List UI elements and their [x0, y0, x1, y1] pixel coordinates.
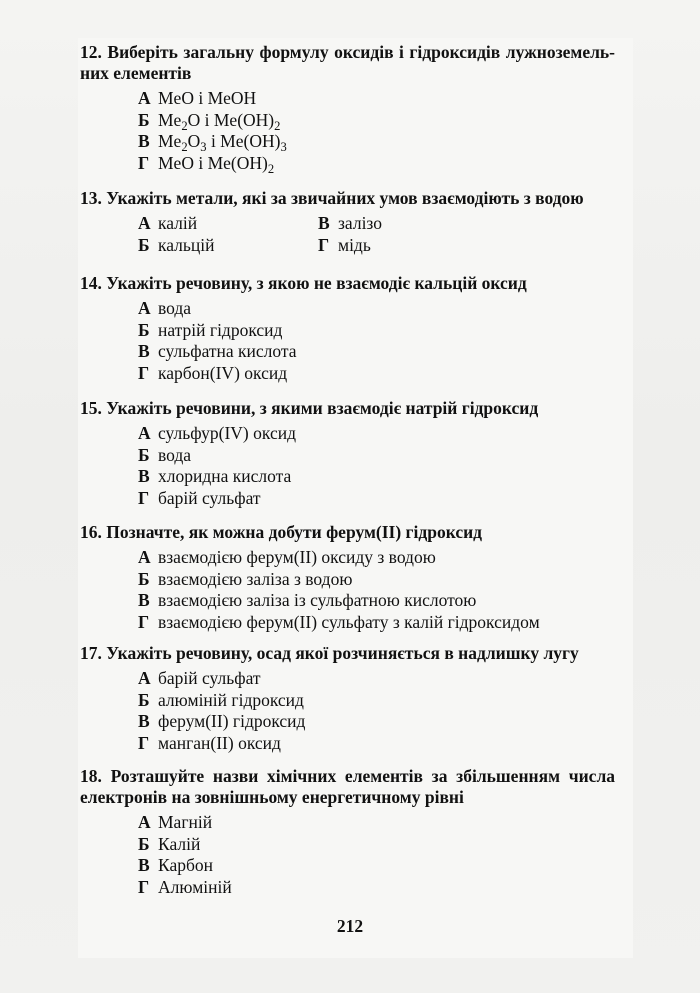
option-a: А сульфур(IV) оксид	[138, 423, 296, 443]
option-c: В ферум(II) гідроксид	[138, 711, 306, 731]
question-15	[80, 398, 615, 509]
question-16	[80, 522, 615, 633]
option-c: В $Me_2O_3$ і $Me(OH)_3$	[138, 131, 287, 154]
question-18-text	[80, 766, 615, 808]
option-c: В взаємодією заліза із сульфатною кислотою	[138, 590, 477, 610]
question-12-text	[80, 42, 615, 84]
question-15-text	[80, 398, 615, 419]
question-number: 12.	[80, 42, 102, 62]
question-14	[80, 273, 615, 384]
option-a: А калій	[138, 213, 198, 233]
question-13-text	[80, 188, 615, 209]
option-c: В Карбон	[138, 855, 213, 875]
question-18	[80, 766, 615, 898]
option-d: Г барій сульфат	[138, 487, 261, 508]
question-number: 13.	[80, 188, 102, 208]
option-b: Б Калій	[138, 833, 201, 854]
question-statement: Укажіть речовину, осад якої розчиняється в надлишку лугу	[106, 643, 579, 663]
option-b: Б взаємодією заліза з водою	[138, 568, 353, 589]
question-statement: Укажіть метали, які за звичайних умов взаємодіють з водою	[106, 188, 584, 208]
answer-options	[138, 547, 615, 633]
option-b: Б кальцій	[138, 234, 215, 255]
option-d: Г карбон(IV) оксид	[138, 362, 288, 383]
question-17-text	[80, 643, 615, 664]
option-a: А Магній	[138, 812, 213, 832]
question-statement: Виберіть загальну формулу оксидів і гідроксидів лужноземель-них елементів	[80, 42, 616, 83]
option-a: А вода	[138, 298, 192, 318]
option-b: Б алюміній гідроксид	[138, 689, 304, 710]
question-number: 15.	[80, 398, 102, 418]
option-a: А MeO і MeOH	[138, 88, 257, 108]
question-14-text	[80, 273, 615, 294]
answer-options	[138, 812, 615, 898]
option-d: Г мідь	[318, 234, 371, 255]
question-17	[80, 643, 615, 754]
question-statement: Розташуйте назви хімічних елементів за збільшенням числа електронів на зовнішньому енергетичному рівні	[80, 766, 616, 807]
question-number: 16.	[80, 522, 102, 542]
option-a: А взаємодією ферум(II) оксиду з водою	[138, 547, 436, 567]
question-12	[80, 42, 615, 174]
answer-options	[138, 298, 615, 384]
question-statement: Укажіть речовини, з якими взаємодіє натрій гідроксид	[106, 398, 539, 418]
option-d: Г взаємодією ферум(II) сульфату з калій гідроксидом	[138, 611, 540, 632]
question-statement: Позначте, як можна добути ферум(II) гідроксид	[106, 522, 483, 542]
question-13	[80, 188, 615, 256]
question-statement: Укажіть речовину, з якою не взаємодіє кальцій оксид	[106, 273, 527, 293]
page-number: 212	[336, 916, 364, 936]
option-a: А барій сульфат	[138, 668, 261, 688]
option-b: Б натрій гідроксид	[138, 319, 283, 340]
answer-options	[138, 88, 615, 174]
answer-options	[138, 213, 615, 256]
option-c: В сульфатна кислота	[138, 341, 297, 361]
question-number: 18.	[80, 766, 102, 786]
question-16-text	[80, 522, 615, 543]
question-number: 17.	[80, 643, 102, 663]
option-d: Г манган(II) оксид	[138, 732, 281, 753]
answer-options	[138, 423, 615, 509]
option-b: Б $Me_2O$ і $Me(OH)_2$	[138, 109, 281, 133]
option-d: Г MeO і $Me(OH)_2$	[138, 152, 275, 176]
option-d: Г Алюміній	[138, 876, 232, 897]
answer-options	[138, 668, 615, 754]
question-number: 14.	[80, 273, 102, 293]
option-b: Б вода	[138, 444, 192, 465]
option-c: В хлоридна кислота	[138, 466, 292, 486]
option-c: В залізо	[318, 213, 382, 233]
